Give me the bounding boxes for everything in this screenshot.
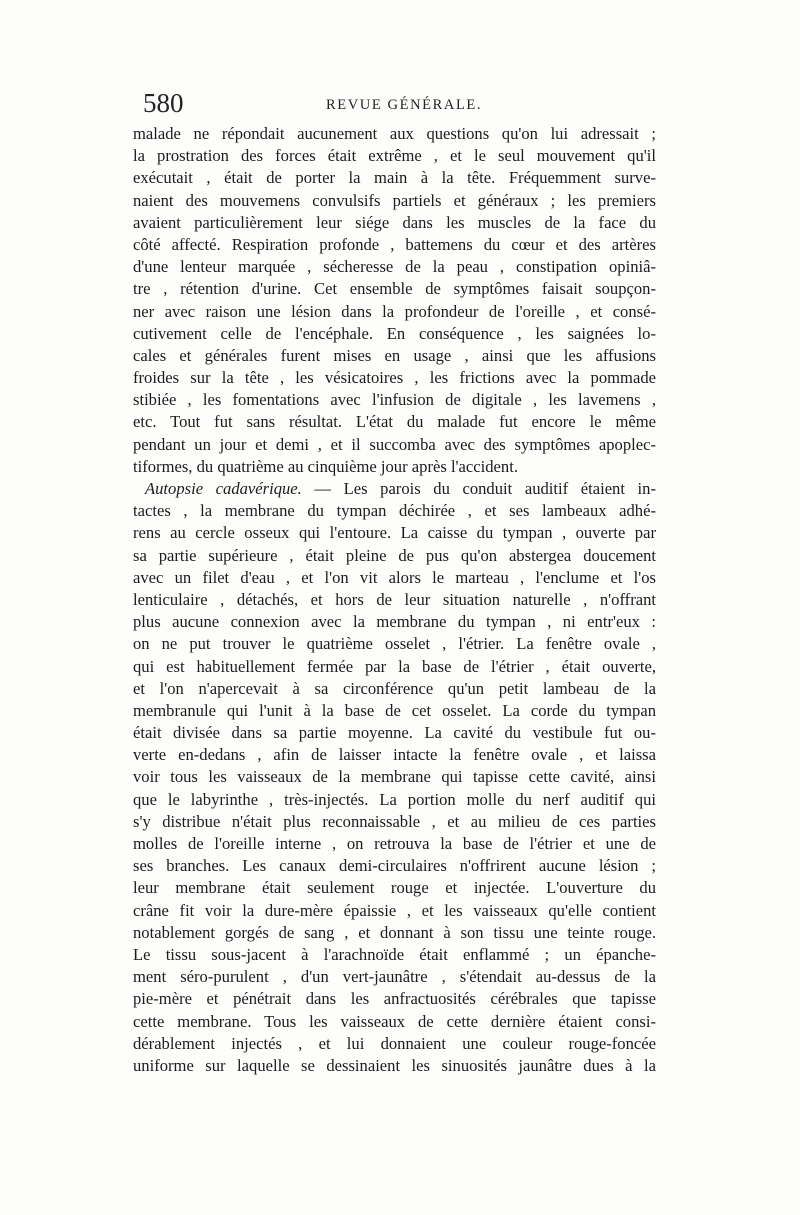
text-line: uniforme sur laquelle se dessinaient les sinuosités jaunâtre dues à la (133, 1055, 656, 1075)
text-line: voir tous les vaisseaux de la membrane qui tapisse cette cavité, ainsi (133, 767, 656, 787)
text-line: ner avec raison une lésion dans la profondeur de l'oreille , et consé- (133, 301, 656, 321)
text-line: ment séro-purulent , d'un vert-jaunâtre , s'étendait au-dessus de la (133, 967, 656, 987)
text-line: la prostration des forces était extrême , et le seul mouvement qu'il (133, 146, 656, 166)
text-line: s'y distribue n'était plus reconnaissable , et au milieu de ces parties (133, 811, 656, 831)
text-line: froides sur la tête , les vésicatoires , les frictions avec la pommade (133, 368, 656, 388)
text-line: lenticulaire , détachés, et hors de leur situation naturelle , n'offrant (133, 589, 656, 609)
text-line: rens au cercle osseux qui l'entoure. La caisse du tympan , ouverte par (133, 523, 656, 543)
text-line: côté affecté. Respiration profonde , battemens du cœur et des artères (133, 234, 656, 254)
text-line: était divisée dans sa partie moyenne. La cavité du vestibule fut ou- (133, 723, 656, 743)
text-line: exécutait , était de porter la main à la tête. Fréquemment surve- (133, 168, 656, 188)
text-line: tre , rétention d'urine. Cet ensemble de symptômes faisait soupçon- (133, 279, 656, 299)
text-line: tiformes, du quatrième au cinquième jour après l'accident. (133, 456, 518, 476)
text-line: etc. Tout fut sans résultat. L'état du malade fut encore le même (133, 412, 656, 432)
autopsy-first-line (133, 478, 656, 500)
text-line: ses branches. Les canaux demi-circulaires n'offrirent aucune lésion ; (133, 856, 656, 876)
paragraph-autopsy (133, 478, 656, 1077)
text-line: cutivement celle de l'encéphale. En conséquence , les saignées lo- (133, 323, 656, 343)
page-number: 580 (143, 88, 184, 118)
paragraph-clinical-course (133, 123, 656, 478)
text-line: pie-mère et pénétrait dans les anfractuosités cérébrales que tapisse (133, 989, 656, 1009)
autopsy-first-line-text: — Les parois du conduit auditif étaient in- (301, 479, 656, 498)
running-head: REVUE GÉNÉRALE. (326, 97, 483, 113)
text-line: on ne put trouver le quatrième osselet , l'étrier. La fenêtre ovale , (133, 634, 656, 654)
text-line: avec un filet d'eau , et l'on vit alors le marteau , l'enclume et l'os (133, 567, 656, 587)
text-line: verte en-dedans , afin de laisser intacte la fenêtre ovale , et laissa (133, 745, 656, 765)
text-line: que le labyrinthe , très-injectés. La portion molle du nerf auditif qui (133, 789, 656, 809)
text-line: avaient particulièrement leur siége dans les muscles de la face du (133, 212, 656, 232)
text-line: notablement gorgés de sang , et donnant à son tissu une teinte rouge. (133, 922, 656, 942)
autopsy-heading: Autopsie cadavérique. (145, 479, 302, 498)
text-line: malade ne répondait aucunement aux questions qu'on lui adressait ; (133, 124, 656, 143)
text-line: et l'on n'apercevait à sa circonférence qu'un petit lambeau de la (133, 678, 656, 698)
page-header (143, 88, 655, 118)
text-line: cette membrane. Tous les vaisseaux de cette dernière étaient consi- (133, 1011, 656, 1031)
text-line: stibiée , les fomentations avec l'infusion de digitale , les lavemens , (133, 390, 656, 410)
text-line: d'une lenteur marquée , sécheresse de la peau , constipation opiniâ- (133, 257, 656, 277)
text-line: molles de l'oreille interne , on retrouva la base de l'étrier et une de (133, 834, 656, 853)
text-line: qui est habituellement fermée par la base de l'étrier , était ouverte, (133, 656, 656, 676)
text-line: cales et générales furent mises en usage , ainsi que les affusions (133, 345, 656, 365)
text-line: pendant un jour et demi , et il succomba avec des symptômes apoplec- (133, 434, 656, 454)
text-line: plus aucune connexion avec la membrane du tympan , ni entr'eux : (133, 612, 656, 632)
text-line: membranule qui l'unit à la base de cet osselet. La corde du tympan (133, 700, 656, 720)
text-line: leur membrane était seulement rouge et injectée. L'ouverture du (133, 878, 656, 898)
body-text (133, 123, 656, 1077)
text-line: dérablement injectés , et lui donnaient une couleur rouge-foncée (133, 1033, 656, 1053)
text-line: tactes , la membrane du tympan déchirée , et ses lambeaux adhé- (133, 501, 656, 521)
text-line: crâne fit voir la dure-mère épaissie , et les vaisseaux qu'elle contient (133, 900, 656, 920)
text-line: naient des mouvemens convulsifs partiels et généraux ; les premiers (133, 190, 656, 210)
text-line: Le tissu sous-jacent à l'arachnoïde était enflammé ; un épanche- (133, 944, 656, 964)
text-line: sa partie supérieure , était pleine de pus qu'on abstergea doucement (133, 545, 656, 565)
